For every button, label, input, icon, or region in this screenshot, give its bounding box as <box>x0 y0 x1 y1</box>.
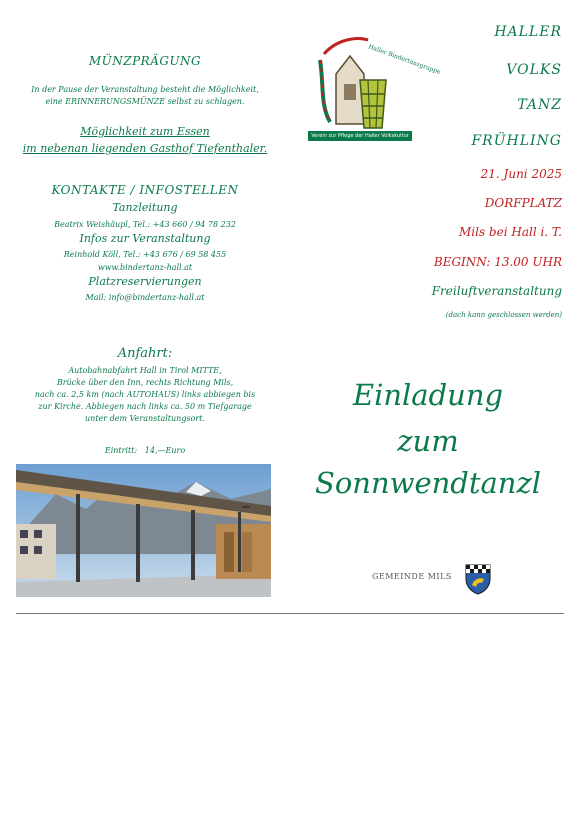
infos-label: Infos zur Veranstaltung <box>79 232 211 245</box>
muenz-heading: MÜNZPRÄGUNG <box>88 54 202 68</box>
outdoor-note: (dach kann geschlossen werden) <box>445 311 562 319</box>
fold-divider <box>16 613 564 614</box>
essen-line-1: Möglichkeit zum Essen <box>80 125 210 138</box>
invite-line: zum <box>397 424 459 458</box>
title-word: VOLKS <box>506 62 562 78</box>
gemeinde-crest-icon <box>464 563 492 595</box>
eintritt-label: Eintritt: <box>104 446 138 455</box>
muenz-text-1: In der Pause der Veranstaltung besteht die Möglichkeit, <box>31 85 259 94</box>
anfahrt-line: Brücke über den Inn, rechts Richtung Mils, <box>56 378 234 387</box>
event-place: DORFPLATZ <box>484 196 562 210</box>
logo-caption: Verein zur Pflege der Haller Volkskultur <box>308 131 412 141</box>
website-link[interactable]: www.bindertanz-hall.at <box>97 263 193 272</box>
infos-contact: Reinhold Köll, Tel.: +43 676 / 69 58 455 <box>63 250 227 259</box>
invite-line: Einladung <box>352 378 504 412</box>
anfahrt-line: zur Kirche. Abbiegen nach links ca. 50 m Tiefgarage <box>38 402 252 411</box>
eintritt <box>14 445 276 456</box>
event-begin: BEGINN: 13.00 UHR <box>433 255 562 269</box>
title-word: FRÜHLING <box>471 133 562 149</box>
bindertanz-logo <box>306 34 442 146</box>
kontakte-heading: KONTAKTE / INFOSTELLEN <box>51 183 239 197</box>
essen-line-2: im nebenan liegenden Gasthof Tiefenthaler. <box>22 142 268 155</box>
anfahrt-heading: Anfahrt: <box>117 346 173 361</box>
anfahrt-line: unter dem Veranstaltungsort. <box>85 414 205 423</box>
title-word: TANZ <box>517 97 562 113</box>
venue-photo <box>16 464 271 597</box>
tanzleitung-contact: Beatrix Weishäupl, Tel.: +43 660 / 94 78 232 <box>54 220 236 229</box>
event-town: Mils bei Hall i. T. <box>458 225 562 239</box>
tanzleitung-label: Tanzleitung <box>112 201 178 214</box>
anfahrt-line: nach ca. 2,5 km (nach AUTOHAUS) links abbiegen bis <box>34 390 256 399</box>
title-word: HALLER <box>494 24 562 40</box>
logo-ring-text: Haller Bindertanzgruppe <box>367 43 442 76</box>
mail-link[interactable]: Mail: info@bindertanz-hall.at <box>85 293 205 302</box>
platz-label: Platzreservierungen <box>88 275 202 288</box>
outdoor-label: Freiluftveranstaltung <box>431 284 562 298</box>
anfahrt-line: Autobahnabfahrt Hall in Tirol MITTE, <box>68 366 222 375</box>
muenz-text-2: eine ERINNERUNGSMÜNZE selbst zu schlagen. <box>45 97 245 106</box>
event-date: 21. Juni 2025 <box>480 167 562 181</box>
eintritt-value: 14,—Euro <box>144 446 186 455</box>
gemeinde-label: GEMEINDE MILS <box>372 572 452 581</box>
invite-line: Sonnwendtanzl <box>314 466 542 500</box>
